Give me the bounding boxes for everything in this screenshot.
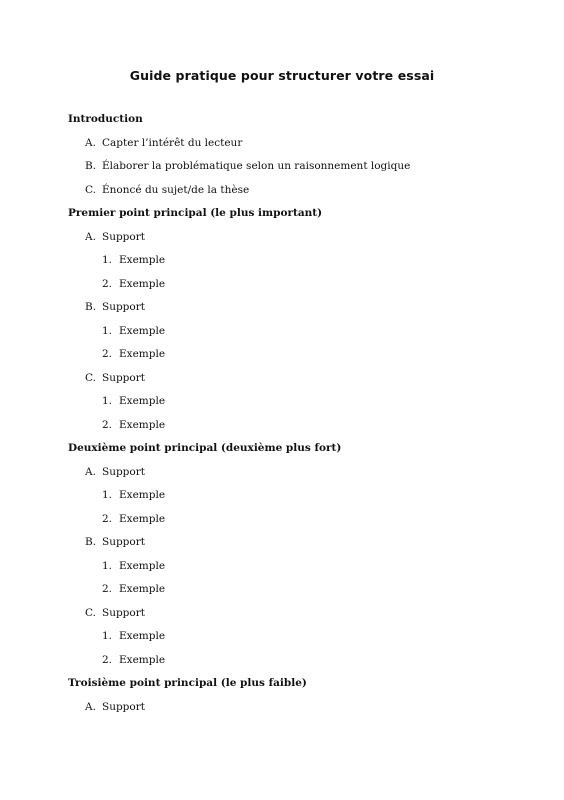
item-marker: C. — [85, 606, 96, 619]
subitem-marker: 1. — [102, 559, 113, 572]
essay-outline — [68, 108, 538, 719]
outline-subitem — [68, 273, 538, 297]
section-heading: Premier point principal (le plus important) — [68, 207, 323, 219]
subitem-marker: 2. — [102, 583, 113, 595]
item-text: Support — [102, 536, 145, 548]
item-marker: B. — [85, 536, 97, 548]
item-marker: A. — [85, 230, 96, 243]
section-heading: Deuxième point principal (deuxième plus fort) — [68, 442, 342, 454]
item-marker: A. — [85, 136, 96, 149]
outline-section — [68, 202, 538, 437]
subitem-text: Exemple — [119, 348, 166, 360]
outline-subitem — [68, 390, 538, 414]
outline-subitem — [68, 555, 538, 579]
item-text: Support — [102, 465, 145, 478]
outline-subitem — [68, 484, 538, 508]
outline-item — [68, 461, 538, 485]
item-marker: B. — [85, 160, 97, 172]
outline-subitem — [68, 649, 538, 673]
subitem-marker: 1. — [102, 630, 113, 642]
subitem-text: Exemple — [119, 630, 166, 642]
subitem-text: Exemple — [119, 418, 166, 431]
subitem-marker: 2. — [102, 512, 113, 525]
outline-item — [68, 367, 538, 391]
outline-subitem — [68, 249, 538, 273]
document-title: Guide pratique pour structurer votre essai — [129, 68, 435, 83]
item-text: Support — [102, 606, 145, 619]
item-marker: B. — [85, 301, 97, 313]
outline-section — [68, 672, 538, 719]
subitem-marker: 1. — [102, 324, 113, 337]
outline-subitem — [68, 343, 538, 367]
item-text: Support — [102, 700, 145, 713]
subitem-text: Exemple — [119, 395, 166, 407]
outline-item — [68, 696, 538, 720]
outline-item — [68, 531, 538, 555]
item-text: Support — [102, 371, 145, 384]
item-text: Énoncé du sujet/de la thèse — [102, 183, 250, 196]
section-heading: Introduction — [68, 113, 143, 125]
subitem-text: Exemple — [119, 277, 166, 290]
outline-section — [68, 108, 538, 202]
subitem-text: Exemple — [119, 559, 166, 572]
subitem-marker: 2. — [102, 348, 113, 360]
outline-item — [68, 132, 538, 156]
item-text: Élaborer la problématique selon un raisonnement logique — [102, 160, 411, 172]
outline-subitem — [68, 578, 538, 602]
item-marker: C. — [85, 371, 96, 384]
subitem-text: Exemple — [119, 489, 166, 501]
outline-subitem — [68, 320, 538, 344]
subitem-marker: 2. — [102, 277, 113, 290]
subitem-text: Exemple — [119, 653, 166, 666]
subitem-marker: 1. — [102, 395, 113, 407]
subitem-text: Exemple — [119, 254, 166, 266]
item-marker: A. — [85, 700, 96, 713]
subitem-marker: 2. — [102, 418, 113, 431]
section-heading: Troisième point principal (le plus faible) — [68, 677, 307, 689]
outline-item — [68, 179, 538, 203]
item-text: Support — [102, 301, 145, 313]
outline-subitem — [68, 508, 538, 532]
subitem-marker: 1. — [102, 489, 113, 501]
outline-item — [68, 155, 538, 179]
item-text: Support — [102, 230, 145, 243]
subitem-marker: 1. — [102, 254, 113, 266]
outline-item — [68, 226, 538, 250]
item-marker: C. — [85, 183, 96, 196]
subitem-marker: 2. — [102, 653, 113, 666]
outline-subitem — [68, 414, 538, 438]
subitem-text: Exemple — [119, 512, 166, 525]
outline-item — [68, 602, 538, 626]
outline-item — [68, 296, 538, 320]
outline-subitem — [68, 625, 538, 649]
subitem-text: Exemple — [119, 583, 166, 595]
item-text: Capter l’intérêt du lecteur — [102, 136, 243, 149]
subitem-text: Exemple — [119, 324, 166, 337]
outline-section — [68, 437, 538, 672]
item-marker: A. — [85, 465, 96, 478]
